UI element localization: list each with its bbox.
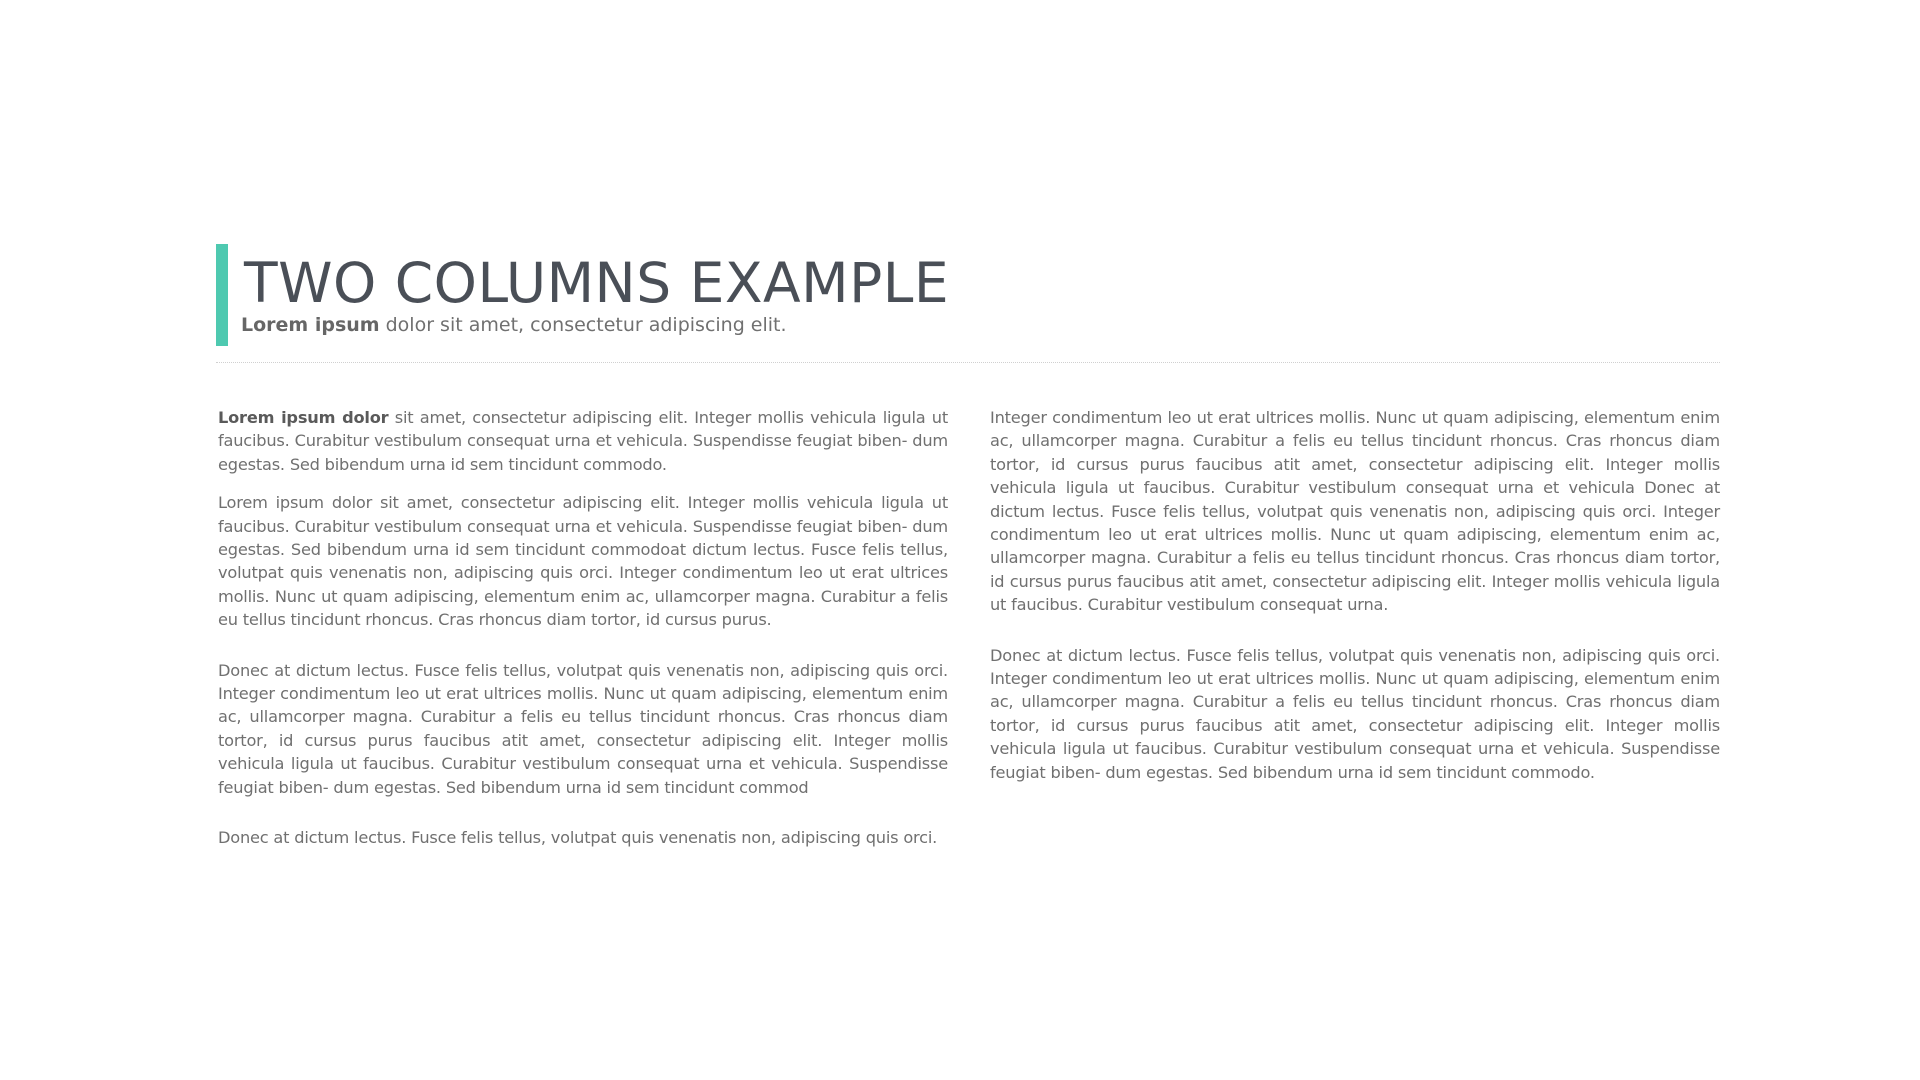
left-paragraph-2: Lorem ipsum dolor sit amet, consectetur adipiscing elit. Integer mollis vehicula ligula ut faucibus. Curabitur vestibulum consequat urna et vehicula. Suspendisse feugiat biben- dum egestas. Sed bibendum urna id sem tincidunt commodoat dictum lectus. Fusce felis tellus, volutpat quis venenatis non, adipiscing quis orci. Integer condimentum leo ut erat ultrices mollis. Nunc ut quam adipiscing, elementum enim ac, ullamcorper magna. Curabitur a felis eu tellus tincidunt rhoncus. Cras rhoncus diam tortor, id cursus purus.	[218, 493, 948, 630]
page-title: TWO COLUMNS EXAMPLE	[244, 251, 950, 315]
right-column	[990, 406, 1720, 784]
left-paragraph-4: Donec at dictum lectus. Fusce felis tellus, volutpat quis venenatis non, adipiscing quis orci.	[218, 828, 938, 848]
right-paragraph-1: Integer condimentum leo ut erat ultrices mollis. Nunc ut quam adipiscing, elementum enim ac, ullamcorper magna. Curabitur a felis eu tellus tincidunt rhoncus. Cras rhoncus diam tortor, id cursus purus faucibus atit amet, consectetur adipiscing elit. Integer mollis vehicula ligula ut faucibus. Curabitur vestibulum consequat urna et vehicula Donec at dictum lectus. Fusce felis tellus, volutpat quis venenatis non, adipiscing quis orci. Integer condimentum leo ut erat ultrices mollis. Nunc ut quam adipiscing, elementum enim ac, ullamcorper magna. Curabitur a felis eu tellus tincidunt rhoncus. Cras rhoncus diam tortor, id cursus purus faucibus atit amet, consectetur adipiscing elit. Integer mollis vehicula ligula ut faucibus. Curabitur vestibulum consequat urna.	[990, 408, 1720, 615]
title-accent-bar	[216, 244, 228, 346]
left-paragraph-1	[218, 406, 948, 476]
subtitle-bold: Lorem ipsum	[241, 314, 380, 336]
subtitle-text: dolor sit amet, consectetur adipiscing elit.	[379, 314, 787, 336]
right-paragraph-2: Donec at dictum lectus. Fusce felis tellus, volutpat quis venenatis non, adipiscing quis orci. Integer condimentum leo ut erat ultrices mollis. Nunc ut quam adipiscing, elementum enim ac, ullamcorper magna. Curabitur a felis eu tellus tincidunt rhoncus. Cras rhoncus diam tortor, id cursus purus faucibus atit amet, consectetur adipiscing elit. Integer mollis vehicula ligula ut faucibus. Curabitur vestibulum consequat urna et vehicula. Suspendisse feugiat biben- dum egestas. Sed bibendum urna id sem tincidunt commodo.	[990, 645, 1720, 782]
header-divider	[216, 362, 1720, 363]
page-subtitle	[241, 312, 787, 338]
left-column	[218, 406, 948, 850]
left-paragraph-3: Donec at dictum lectus. Fusce felis tellus, volutpat quis venenatis non, adipiscing quis orci. Integer condimentum leo ut erat ultrices mollis. Nunc ut quam adipiscing, elementum enim ac, ullamcorper magna. Curabitur a felis eu tellus tincidunt rhoncus. Cras rhoncus diam tortor, id cursus purus faucibus atit amet, consectetur adipiscing elit. Integer mollis vehicula ligula ut faucibus. Curabitur vestibulum consequat urna et vehicula. Suspendisse feugiat biben- dum egestas. Sed bibendum urna id sem tincidunt commod	[218, 660, 948, 797]
left-paragraph-1-lead: Lorem ipsum dolor	[218, 408, 389, 427]
left-paragraph-1-text: sit amet, consectetur adipiscing elit. Integer mollis vehicula ligula ut faucibus. Curabitur vestibulum consequat urna et vehicula. Suspendisse feugiat biben- dum egestas. Sed bibendum urna id sem tincidunt commodo.	[218, 408, 948, 474]
